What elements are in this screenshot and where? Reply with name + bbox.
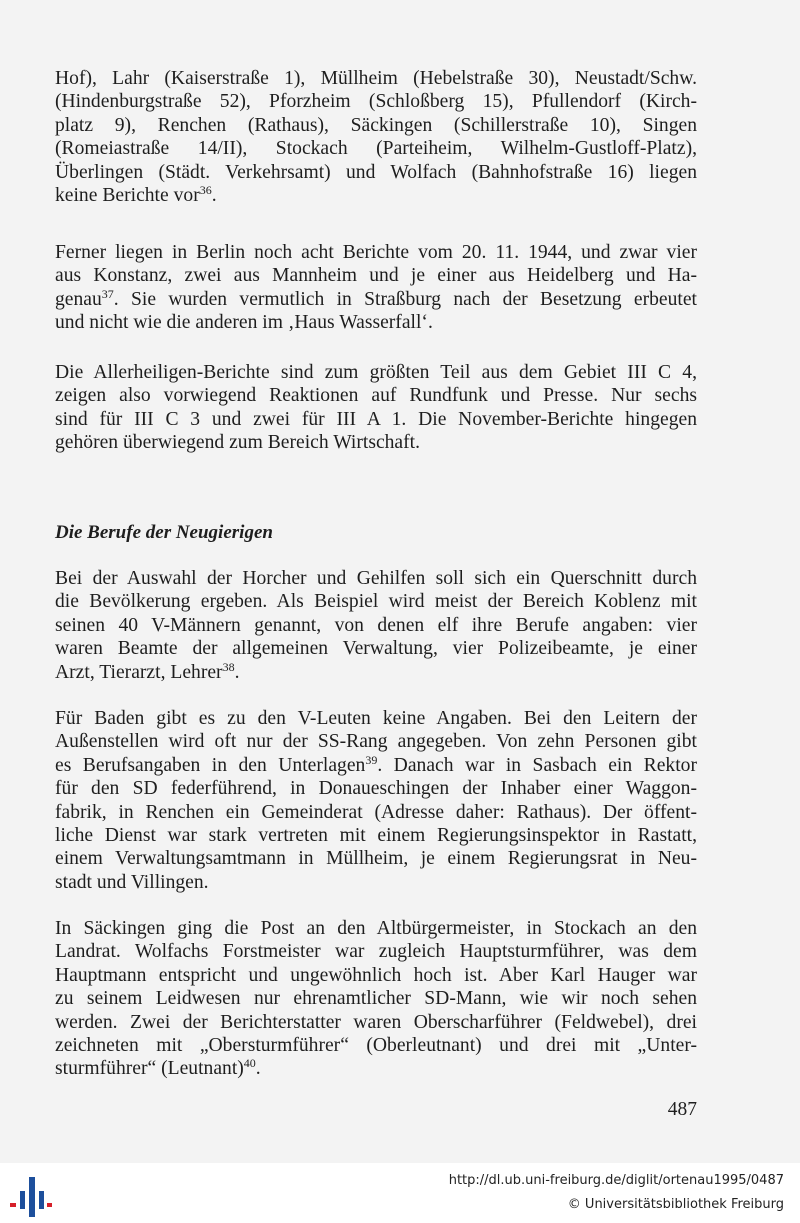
text-line: Bei der Auswahl der Horcher und Gehilfen soll sich ein Querschnitt durch (55, 568, 697, 589)
page-number: 487 (667, 1099, 697, 1120)
paragraph-2-text (55, 241, 697, 335)
text-line: Hof), Lahr (Kaiserstraße 1), Müllheim (Hebelstraße 30), Neustadt/Schw. (55, 68, 697, 89)
text-line: Außenstellen wird oft nur der SS-Rang angegeben. Von zehn Personen gibt (55, 731, 697, 753)
text-line: seinen 40 V-Männern genannt, von denen elf ihre Berufe angaben: vier (55, 614, 697, 636)
footer-bar (0, 1163, 800, 1223)
paragraph-4 (55, 567, 697, 684)
text-line (55, 1057, 697, 1080)
paragraph-3-text (55, 361, 697, 455)
paragraph-5-text (55, 707, 697, 894)
paragraph-6-text (55, 917, 697, 1081)
text-segment: . Danach war in Sasbach ein Rektor (377, 754, 697, 776)
paragraph-2 (55, 241, 697, 335)
text-line (55, 184, 697, 207)
text-line (55, 754, 697, 777)
footnote-marker: 39 (365, 752, 378, 767)
text-line: Die Allerheiligen-Berichte sind zum größten Teil aus dem Gebiet III C 4, (55, 362, 697, 383)
text-line: Landrat. Wolfachs Forstmeister war zugleich Hauptsturmführer, was dem (55, 941, 697, 963)
text-line: sind für III C 3 und zwei für III A 1. Die November-Berichte hingegen (55, 408, 697, 430)
text-line: liche Dienst war stark vertreten mit einem Regierungsinspektor in Rastatt, (55, 825, 697, 847)
text-line: (Romeiastraße 14/II), Stockach (Parteiheim, Wilhelm-Gustloff-Platz), (55, 138, 697, 160)
text-line: gehören überwiegend zum Bereich Wirtschaft. (55, 432, 421, 454)
text-line: und nicht wie die anderen im ‚Haus Wasserfall‘. (55, 312, 433, 334)
paragraph-1-text (55, 67, 697, 207)
text-line: die Bevölkerung ergeben. Als Beispiel wird meist der Bereich Koblenz mit (55, 591, 697, 613)
text-line (55, 288, 697, 311)
text-segment: keine Berichte vor (55, 185, 200, 207)
footnote-marker: 40 (243, 1056, 256, 1071)
text-segment: . (234, 661, 240, 683)
text-line (55, 661, 697, 684)
text-segment: genau (55, 288, 102, 310)
text-line: Überlingen (Städt. Verkehrsamt) und Wolfach (Bahnhofstraße 16) liegen (55, 161, 697, 183)
text-line: zeigen also vorwiegend Reaktionen auf Rundfunk und Presse. Nur sechs (55, 385, 697, 407)
library-logo-icon (10, 1177, 52, 1217)
text-segment: . (255, 1058, 261, 1080)
footnote-marker: 36 (199, 183, 212, 198)
text-line: aus Konstanz, zwei aus Mannheim und je einer aus Heidelberg und Ha- (55, 265, 697, 287)
footnote-marker: 37 (101, 286, 114, 301)
text-line: In Säckingen ging die Post an den Altbürgermeister, in Stockach an den (55, 918, 697, 939)
text-line: Hauptmann entspricht und ungewöhnlich hoch ist. Aber Karl Hauger war (55, 964, 697, 986)
text-segment: es Berufsangaben in den Unterlagen (55, 754, 366, 776)
paragraph-6 (55, 917, 697, 1081)
text-line: stadt und Villingen. (55, 871, 209, 893)
paragraph-5 (55, 707, 697, 894)
paragraph-3 (55, 361, 697, 455)
text-line: platz 9), Renchen (Rathaus), Säckingen (Schillerstraße 10), Singen (55, 114, 697, 136)
text-segment: Arzt, Tierarzt, Lehrer (55, 661, 223, 683)
text-line: werden. Zwei der Berichterstatter waren Oberscharführer (Feldwebel), drei (55, 1011, 697, 1033)
text-segment: . (211, 185, 217, 207)
paragraph-1 (55, 67, 697, 207)
text-line: fabrik, in Renchen ein Gemeinderat (Adresse daher: Rathaus). Der öffent- (55, 801, 697, 823)
text-segment: sturmführer“ (Leutnant) (55, 1058, 244, 1080)
source-url[interactable]: http://dl.ub.uni-freiburg.de/diglit/ortenau1995/0487 (448, 1173, 784, 1188)
text-line: waren Beamte der allgemeinen Verwaltung, vier Polizeibeamte, je einer (55, 638, 697, 660)
text-line: zu seinem Leidwesen nur ehrenamtlicher SD-Mann, wie wir noch sehen (55, 988, 697, 1010)
text-line: für den SD federführend, in Donaueschingen der Inhaber einer Waggon- (55, 778, 697, 800)
paragraph-4-text (55, 567, 697, 684)
text-line: (Hindenburgstraße 52), Pforzheim (Schloßberg 15), Pfullendorf (Kirch- (55, 91, 697, 113)
text-line: Ferner liegen in Berlin noch acht Berichte vom 20. 11. 1944, und zwar vier (55, 242, 697, 263)
footnote-marker: 38 (222, 659, 235, 674)
section-heading: Die Berufe der Neugierigen (55, 522, 273, 543)
copyright-notice: © Universitätsbibliothek Freiburg (567, 1197, 784, 1212)
text-segment: . Sie wurden vermutlich in Straßburg nach der Besetzung erbeutet (113, 288, 697, 310)
text-line: Für Baden gibt es zu den V-Leuten keine Angaben. Bei den Leitern der (55, 708, 697, 729)
text-line: zeichneten mit „Obersturmführer“ (Oberleutnant) und drei mit „Unter- (55, 1035, 697, 1057)
text-line: einem Verwaltungsamtmann in Müllheim, je einem Regierungsrat in Neu- (55, 848, 697, 870)
